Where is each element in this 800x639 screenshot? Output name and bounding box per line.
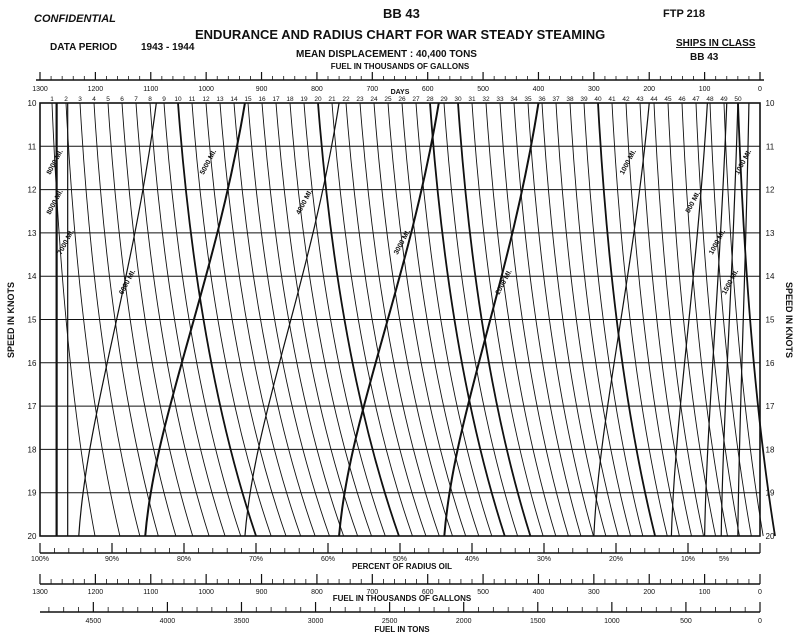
days-tick-label: 31 [468, 96, 476, 103]
percent-tick-label: 20% [608, 556, 624, 563]
days-tick-label: 16 [258, 96, 266, 103]
tons-tick-label: 4000 [159, 618, 176, 625]
speed-tick-label-right: 19 [765, 488, 775, 498]
speed-tick-label-right: 15 [765, 315, 775, 325]
days-tick-label: 2 [64, 96, 68, 103]
bottom-fuel-tick-label: 100 [698, 589, 711, 596]
top-fuel-tick-label: 800 [311, 86, 323, 93]
speed-tick-label-left: 14 [27, 272, 37, 282]
chart-title: ENDURANCE AND RADIUS CHART FOR WAR STEADY STEAMING [195, 27, 606, 42]
top-fuel-tick-label: 600 [421, 86, 434, 93]
speed-tick-label-right: 11 [765, 142, 775, 152]
top-fuel-tick-label: 0 [758, 86, 762, 93]
bottom-fuel-tick-label: 0 [758, 589, 762, 596]
document-reference: FTP 218 [663, 8, 705, 20]
top-fuel-tick-label: 1000 [198, 86, 214, 93]
days-tick-label: 46 [678, 96, 686, 103]
tons-tick-label: 2000 [455, 618, 472, 625]
speed-tick-label-right: 17 [765, 402, 775, 412]
days-tick-label: 32 [482, 96, 490, 103]
speed-tick-label-left: 13 [27, 228, 37, 238]
days-tick-label: 45 [664, 96, 672, 103]
tons-tick-label: 3500 [233, 618, 250, 625]
percent-tick-label: 80% [176, 556, 192, 563]
radius-curve-label: 5000 MI. [199, 148, 219, 176]
percent-tick-label: 30% [536, 556, 552, 563]
days-tick-label: 18 [286, 96, 294, 103]
bottom-fuel-tick-label: 1000 [198, 589, 214, 596]
top-fuel-tick-label: 1300 [32, 86, 48, 93]
bottom-fuel-tick-label: 300 [588, 589, 600, 596]
percent-tick-label: 60% [320, 556, 336, 563]
tons-axis-label: FUEL IN TONS [374, 625, 430, 634]
bottom-fuel-tick-label: 1300 [32, 589, 48, 596]
bottom-fuel-tick-label: 400 [532, 589, 545, 596]
days-tick-label: 43 [636, 96, 644, 103]
bottom-fuel-tick-label: 700 [366, 589, 379, 596]
tons-tick-label: 0 [758, 618, 762, 625]
ships-in-class-label: SHIPS IN CLASS [676, 38, 756, 49]
data-period-value: 1943 - 1944 [141, 42, 195, 53]
speed-tick-label-right: 13 [765, 228, 775, 238]
tons-tick-label: 1500 [529, 618, 546, 625]
bottom-fuel-tick-label: 200 [643, 589, 656, 596]
days-tick-label: 39 [580, 96, 588, 103]
radius-curve-label: 4000 MI. [295, 188, 315, 216]
percent-tick-label: 10% [680, 556, 696, 563]
radius-curve-label: 500 MI. [684, 190, 703, 215]
days-tick-label: 27 [412, 96, 420, 103]
radius-curve-label: 6000 MI. [118, 268, 138, 296]
top-fuel-axis-label: FUEL IN THOUSANDS OF GALLONS [330, 62, 470, 71]
bottom-fuel-tick-label: 1100 [143, 589, 159, 596]
tons-tick-label: 2500 [381, 618, 398, 625]
days-tick-label: 40 [594, 96, 602, 103]
days-tick-label: 4 [92, 96, 96, 103]
days-tick-label: 47 [692, 96, 700, 103]
days-axis-label: DAYS [390, 89, 410, 96]
days-tick-label: 30 [454, 96, 462, 103]
bottom-fuel-tick-label: 1200 [87, 589, 104, 596]
days-tick-label: 22 [342, 96, 350, 103]
days-tick-label: 20 [314, 96, 322, 103]
days-tick-label: 19 [300, 96, 308, 103]
days-tick-label: 9 [162, 96, 166, 103]
y-axis-label-right: SPEED IN KNOTS [784, 281, 794, 359]
days-tick-label: 10 [174, 96, 182, 103]
days-tick-label: 23 [356, 96, 364, 103]
days-tick-label: 44 [650, 96, 658, 103]
tons-tick-label: 4500 [85, 618, 102, 625]
percent-tick-label: 90% [104, 556, 120, 563]
percent-tick-label: 70% [248, 556, 264, 563]
days-tick-label: 38 [566, 96, 574, 103]
speed-tick-label-left: 11 [27, 142, 37, 152]
days-tick-label: 36 [538, 96, 546, 103]
days-tick-label: 13 [216, 96, 224, 103]
days-tick-label: 7 [134, 96, 138, 103]
speed-tick-label-right: 14 [765, 272, 775, 282]
days-tick-label: 28 [426, 96, 434, 103]
percent-tick-label: 100% [31, 556, 49, 563]
radius-curve-label: 1000 MI. [734, 148, 754, 176]
tons-tick-label: 3000 [307, 618, 324, 625]
days-tick-label: 25 [384, 96, 392, 103]
days-tick-label: 17 [272, 96, 280, 103]
days-tick-label: 33 [496, 96, 504, 103]
bottom-fuel-tick-label: 900 [255, 589, 268, 596]
speed-tick-label-right: 10 [765, 99, 775, 108]
mean-displacement: MEAN DISPLACEMENT : 40,400 TONS [296, 49, 477, 60]
speed-tick-label-left: 15 [27, 315, 37, 325]
radius-curve-label: 8000 MI. [45, 188, 65, 216]
percent-axis-label: PERCENT OF RADIUS OIL [351, 562, 453, 571]
classification-stamp: CONFIDENTIAL [34, 13, 116, 25]
days-tick-label: 3 [78, 96, 82, 103]
speed-tick-label-left: 18 [27, 445, 37, 455]
bottom-fuel-tick-label: 800 [311, 589, 323, 596]
speed-tick-label-right: 18 [765, 445, 775, 455]
radius-curve-label: 1000 MI. [708, 228, 728, 256]
speed-tick-label-left: 17 [27, 402, 37, 412]
radius-curve-label: 3000 MI. [393, 228, 413, 256]
top-fuel-tick-label: 1200 [87, 86, 104, 93]
speed-tick-label-left: 20 [27, 532, 37, 541]
speed-tick-label-right: 20 [765, 532, 775, 541]
days-tick-label: 11 [188, 96, 196, 103]
days-tick-label: 34 [510, 96, 518, 103]
days-tick-label: 26 [398, 96, 406, 103]
days-tick-label: 29 [440, 96, 448, 103]
speed-tick-label-left: 12 [27, 185, 37, 195]
tons-tick-label: 1000 [604, 618, 620, 625]
speed-tick-label-left: 10 [27, 99, 37, 108]
radius-curve-label: 8000 MI. [45, 148, 65, 176]
days-tick-label: 15 [244, 96, 252, 103]
days-tick-label: 1 [50, 96, 54, 103]
bottom-fuel-tick-label: 600 [421, 589, 434, 596]
radius-curve-label: 1500 MI. [721, 268, 741, 296]
top-fuel-tick-label: 100 [698, 86, 711, 93]
days-tick-label: 35 [524, 96, 532, 103]
speed-tick-label-right: 16 [765, 358, 775, 368]
top-fuel-tick-label: 700 [366, 86, 379, 93]
tons-tick-label: 500 [680, 618, 692, 625]
top-fuel-tick-label: 500 [477, 86, 489, 93]
bottom-fuel-tick-label: 500 [477, 589, 489, 596]
radius-curve-label: 7000 MI. [56, 228, 76, 256]
days-tick-label: 12 [202, 96, 210, 103]
radius-curve-label: 2000 MI. [494, 268, 514, 296]
y-axis-label-left: SPEED IN KNOTS [6, 281, 16, 359]
ships-in-class-value: BB 43 [690, 52, 719, 63]
speed-tick-label-right: 12 [765, 185, 775, 195]
radius-curve-label: 1000 MI. [619, 148, 639, 176]
days-tick-label: 6 [120, 96, 124, 103]
days-tick-label: 50 [734, 96, 742, 103]
percent-tick-label: 5% [718, 556, 730, 563]
days-tick-label: 48 [706, 96, 714, 103]
days-tick-label: 24 [370, 96, 378, 103]
days-tick-label: 42 [622, 96, 630, 103]
days-tick-label: 41 [608, 96, 616, 103]
days-tick-label: 8 [148, 96, 152, 103]
percent-tick-label: 50% [392, 556, 408, 563]
speed-tick-label-left: 16 [27, 358, 37, 368]
ship-designation: BB 43 [383, 6, 420, 21]
speed-tick-label-left: 19 [27, 488, 37, 498]
top-fuel-tick-label: 300 [588, 86, 600, 93]
days-tick-label: 37 [552, 96, 560, 103]
bottom-fuel-axis-label: FUEL IN THOUSANDS OF GALLONS [332, 594, 472, 603]
days-tick-label: 14 [230, 96, 238, 103]
top-fuel-tick-label: 900 [255, 86, 268, 93]
days-tick-label: 5 [106, 96, 110, 103]
data-period-label: DATA PERIOD [50, 42, 118, 53]
top-fuel-tick-label: 400 [532, 86, 545, 93]
percent-tick-label: 40% [464, 556, 480, 563]
top-fuel-tick-label: 1100 [143, 86, 159, 93]
days-tick-label: 21 [328, 96, 336, 103]
days-tick-label: 49 [720, 96, 728, 103]
top-fuel-tick-label: 200 [643, 86, 656, 93]
